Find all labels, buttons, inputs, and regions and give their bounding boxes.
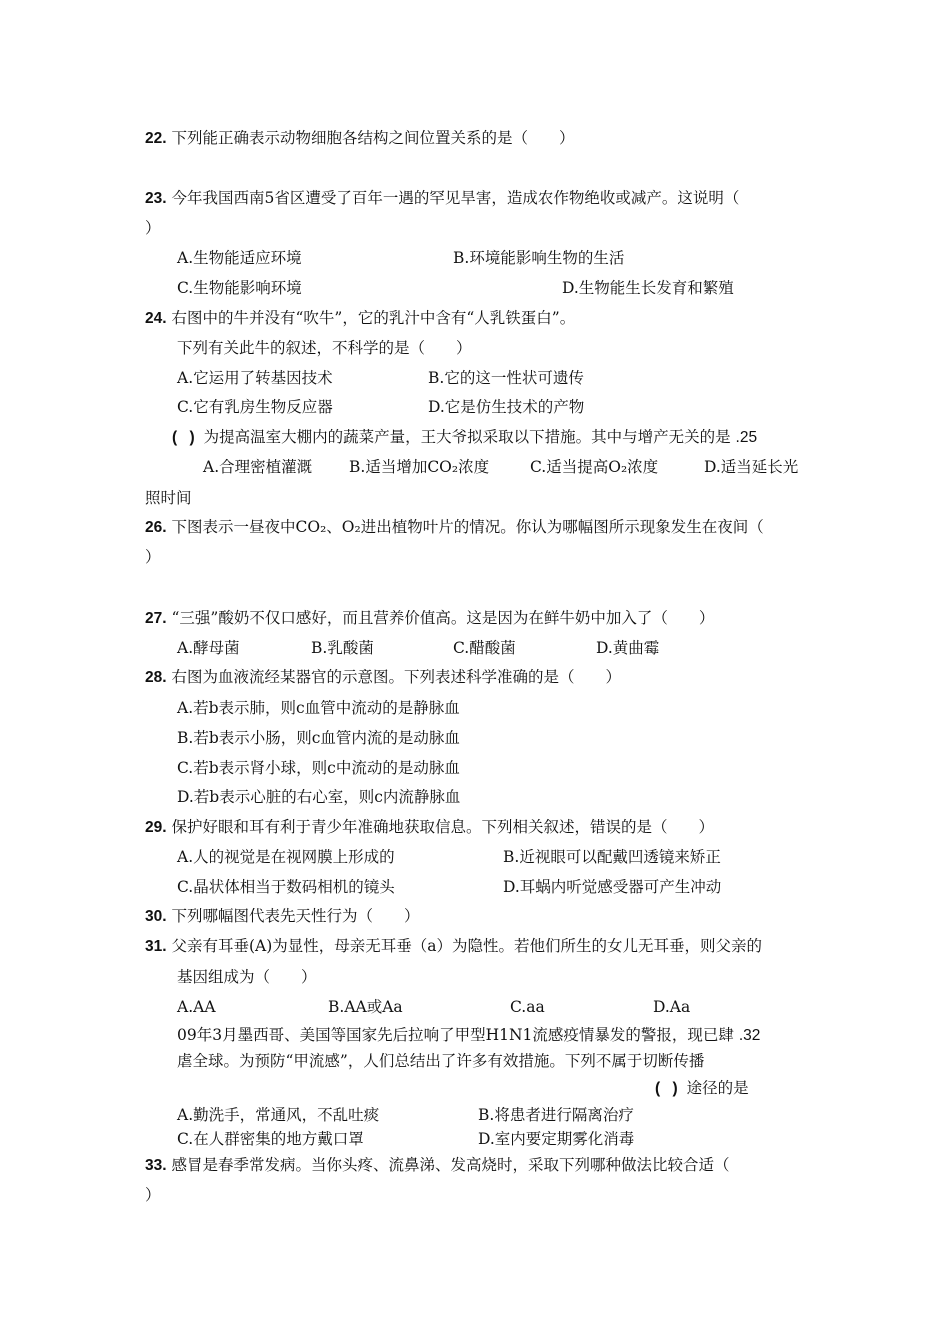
option-a: A.生物能适应环境 [177, 249, 302, 267]
question-text: 下列哪幅图代表先天性行为（ ） [171, 907, 420, 925]
option-d: D.生物能生长发育和繁殖 [562, 279, 734, 297]
option-a: A.酵母菌 [177, 639, 240, 657]
option-d: D.若b表示心脏的右心室，则c内流静脉血 [177, 788, 461, 806]
question-27 [145, 607, 714, 630]
question-30 [145, 905, 420, 928]
answer-paren: ( ) [655, 1080, 682, 1097]
question-24 [145, 307, 575, 330]
option-b: B.乳酸菌 [311, 639, 374, 657]
option-a: A.若b表示肺，则c血管中流动的是静脉血 [177, 699, 460, 717]
option-a: A.它运用了转基因技术 [177, 369, 333, 387]
option-c: C.aa [510, 998, 545, 1016]
question-text-line3 [655, 1077, 749, 1100]
option-d: D.Aa [653, 998, 691, 1016]
question-number: 31. [145, 938, 167, 955]
question-number: .25 [735, 429, 758, 446]
option-b: B.AA或Aa [328, 998, 403, 1016]
option-b: B.近视眼可以配戴凹透镜来矫正 [503, 848, 721, 866]
option-d: D.适当延长光 [704, 458, 799, 476]
option-a: A.人的视觉是在视网膜上形成的 [177, 848, 395, 866]
option-a: A.勤洗手，常通风，不乱吐痰 [177, 1106, 380, 1124]
question-number: 30. [145, 908, 167, 925]
question-number: 24. [145, 310, 167, 327]
option-d: D.耳蜗内听觉感受器可产生冲动 [503, 878, 722, 896]
question-number: 27. [145, 610, 167, 627]
question-text: 下列能正确表示动物细胞各结构之间位置关系的是（ ） [171, 129, 575, 147]
question-number: 33. [145, 1157, 167, 1174]
question-28 [145, 666, 621, 689]
question-text: 右图为血液流经某器官的示意图。下列表述科学准确的是（ ） [171, 668, 622, 686]
question-text: 父亲有耳垂(A)为显性，母亲无耳垂（a）为隐性。若他们所生的女儿无耳垂，则父亲的 [171, 937, 763, 955]
question-number: 22. [145, 130, 167, 147]
question-25 [172, 426, 757, 449]
question-23 [145, 187, 739, 210]
question-text: 感冒是春季常发病。当你头疼、流鼻涕、发高烧时，采取下列哪种做法比较合适（ [171, 1156, 730, 1174]
question-number: 28. [145, 669, 167, 686]
question-text: 保护好眼和耳有利于青少年准确地获取信息。下列相关叙述，错误的是（ ） [171, 818, 715, 836]
question-number: 23. [145, 190, 167, 207]
option-b: B.环境能影响生物的生活 [453, 249, 625, 267]
question-text: “三强”酸奶不仅口感好，而且营养价值高。这是因为在鲜牛奶中加入了（ ） [171, 609, 715, 627]
question-text-line2: 下列有关此牛的叙述，不科学的是（ ） [177, 339, 472, 357]
option-c: C.醋酸菌 [453, 639, 516, 657]
option-a: A.合理密植灌溉 [203, 458, 313, 476]
option-c: C.晶状体相当于数码相机的镜头 [177, 878, 395, 896]
option-c: C.适当提高O₂浓度 [530, 458, 659, 476]
option-c: C.生物能影响环境 [177, 279, 302, 297]
option-d-continuation: 照时间 [145, 489, 192, 507]
question-31 [145, 935, 762, 958]
option-b: B.将患者进行隔离治疗 [478, 1106, 634, 1124]
question-continuation: ） [145, 548, 161, 566]
question-continuation: ） [145, 219, 161, 237]
question-text-end: 途径的是 [686, 1079, 749, 1097]
option-d: D.黄曲霉 [596, 639, 660, 657]
question-continuation: ） [145, 1186, 161, 1204]
question-text-line2: 基因组成为（ ） [177, 968, 317, 986]
option-c: C.在人群密集的地方戴口罩 [177, 1130, 364, 1148]
question-text: 09年3月墨西哥、美国等国家先后拉响了甲型H1N1流感疫情暴发的警报，现已肆 [177, 1026, 734, 1044]
option-d: D.室内要定期雾化消毒 [478, 1130, 635, 1148]
question-22 [145, 127, 575, 150]
question-text-line2: 虐全球。为预防“甲流感”，人们总结出了许多有效措施。下列不属于切断传播 [177, 1052, 705, 1070]
question-26 [145, 516, 764, 539]
option-a: A.AA [177, 998, 216, 1016]
option-c: C.若b表示肾小球，则c中流动的是动脉血 [177, 759, 460, 777]
answer-paren: ( ) [172, 429, 199, 446]
option-b: B.适当增加CO₂浓度 [349, 458, 490, 476]
option-b: B.它的这一性状可遗传 [428, 369, 584, 387]
question-33 [145, 1154, 730, 1177]
question-number: 26. [145, 519, 167, 536]
option-c: C.它有乳房生物反应器 [177, 398, 333, 416]
question-number: 29. [145, 819, 167, 836]
option-d: D.它是仿生技术的产物 [428, 398, 585, 416]
question-number: .32 [738, 1027, 761, 1044]
question-text: 右图中的牛并没有“吹牛”，它的乳汁中含有“人乳铁蛋白”。 [171, 309, 576, 327]
question-32 [177, 1024, 760, 1047]
question-29 [145, 816, 714, 839]
question-text: 为提高温室大棚内的蔬菜产量，王大爷拟采取以下措施。其中与增产无关的是 [203, 428, 731, 446]
question-text: 下图表示一昼夜中CO₂、O₂进出植物叶片的情况。你认为哪幅图所示现象发生在夜间（ [171, 518, 764, 536]
question-text: 今年我国西南5省区遭受了百年一遇的罕见旱害，造成农作物绝收或减产。这说明（ [171, 189, 740, 207]
option-b: B.若b表示小肠，则c血管内流的是动脉血 [177, 729, 460, 747]
